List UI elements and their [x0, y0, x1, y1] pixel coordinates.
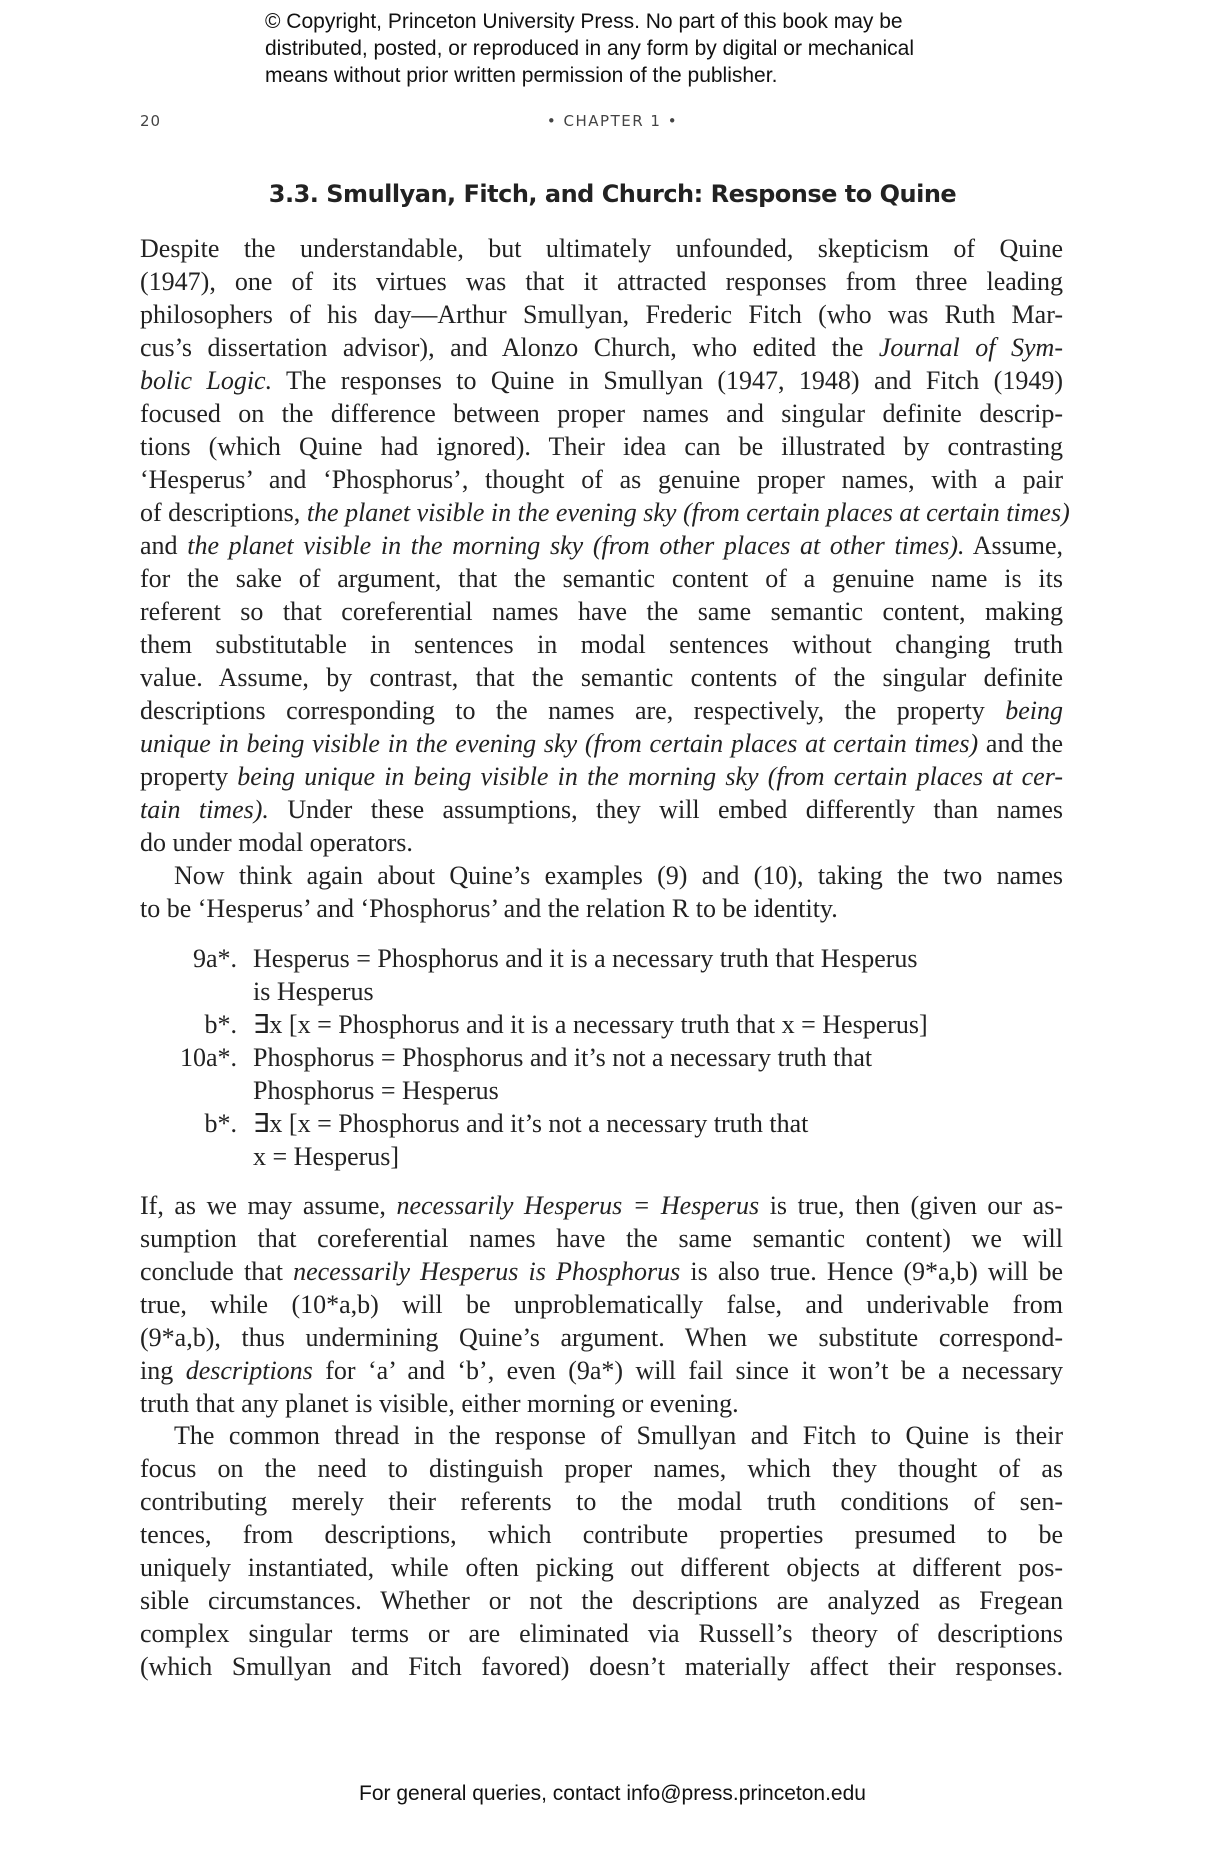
example-text: Phosphorus = Phosphorus and it’s not a necessary truth that: [253, 1043, 873, 1072]
text-line: uniquely instantiated, while often picking out different objects at different pos-: [140, 1553, 1063, 1582]
example-list: [140, 942, 1063, 1173]
copyright-notice: [265, 8, 914, 89]
text-segment: and the: [978, 729, 1063, 758]
section-title: 3.3. Smullyan, Fitch, and Church: Response to Quine: [268, 180, 957, 208]
text-line: Despite the understandable, but ultimately unfounded, skepticism of Quine: [140, 234, 1063, 263]
italic-text: Journal of Sym-: [878, 333, 1063, 362]
copyright-line: distributed, posted, or reproduced in any form by digital or mechanical: [265, 37, 915, 60]
text-line: truth that any planet is visible, either morning or evening.: [140, 1389, 739, 1418]
text-line: The common thread in the response of Smullyan and Fitch to Quine is their: [174, 1421, 1063, 1450]
text-line: contributing merely their referents to the modal truth conditions of sen-: [140, 1487, 1063, 1516]
italic-text: necessarily Hesperus is Phosphorus: [293, 1257, 681, 1286]
example-label: b*.: [204, 1010, 237, 1039]
text-segment: ing: [140, 1356, 186, 1385]
text-line: [140, 694, 1063, 727]
text-line: complex singular terms or are eliminated via Russell’s theory of descriptions: [140, 1619, 1063, 1648]
example-text: ∃x [x = Phosphorus and it is a necessary truth that x = Hesperus]: [253, 1010, 928, 1039]
example-item: [140, 942, 1063, 1008]
text-segment: for ‘a’ and ‘b’, even (9a*) will fail since it won’t be a necessary: [312, 1356, 1063, 1385]
text-line: to be ‘Hesperus’ and ‘Phosphorus’ and the relation R to be identity.: [140, 894, 838, 923]
text-line: [140, 727, 1063, 760]
text-line: [140, 1255, 1063, 1288]
text-line: sumption that coreferential names have the same semantic content) we will: [140, 1224, 1063, 1253]
example-item: [140, 1008, 1063, 1041]
text-segment: If, as we may assume,: [140, 1191, 397, 1220]
example-text: Hesperus = Phosphorus and it is a necessary truth that Hesperus: [253, 944, 918, 973]
text-segment: cus’s dissertation advisor), and Alonzo Church, who edited the: [140, 333, 879, 362]
contact-footer: For general queries, contact info@press.princeton.edu: [359, 1782, 866, 1805]
text-segment: descriptions corresponding to the names are, respectively, the property: [140, 696, 1006, 725]
text-line: (9*a,b), thus undermining Quine’s argument. When we substitute correspond-: [140, 1323, 1063, 1352]
example-text: x = Hesperus]: [253, 1142, 400, 1171]
body-paragraph: [140, 232, 1070, 859]
text-line: tions (which Quine had ignored). Their idea can be illustrated by contrasting: [140, 432, 1063, 461]
body-paragraph: [140, 859, 1063, 925]
italic-text: tain times).: [140, 795, 269, 824]
text-line: philosophers of his day—Arthur Smullyan, Frederic Fitch (who was Ruth Mar-: [140, 300, 1063, 329]
text-segment: property: [140, 762, 238, 791]
example-label: b*.: [204, 1109, 237, 1138]
text-line: sible circumstances. Whether or not the descriptions are analyzed as Fregean: [140, 1586, 1063, 1615]
italic-text: descriptions: [185, 1356, 313, 1385]
italic-text: being unique in being visible in the morning sky (from certain places at cer-: [237, 762, 1063, 791]
text-line: focus on the need to distinguish proper names, which they thought of as: [140, 1454, 1063, 1483]
text-line: [140, 529, 1063, 562]
text-line: [140, 496, 1070, 529]
italic-text: necessarily Hesperus = Hesperus: [396, 1191, 760, 1220]
text-segment: The responses to Quine in Smullyan (1947, 1948) and Fitch (1949): [272, 366, 1063, 395]
italic-text: the planet visible in the evening sky (from certain places at certain times): [306, 498, 1070, 527]
italic-text: bolic Logic.: [140, 366, 273, 395]
text-line: tences, from descriptions, which contribute properties presumed to be: [140, 1520, 1063, 1549]
text-segment: of descriptions,: [140, 498, 307, 527]
text-line: [140, 331, 1063, 364]
italic-text: being: [1005, 696, 1063, 725]
body-paragraph: [140, 1419, 1063, 1683]
running-head: • CHAPTER 1 •: [546, 112, 679, 130]
copyright-line: means without prior written permission of the publisher.: [265, 64, 778, 87]
example-text: ∃x [x = Phosphorus and it’s not a necessary truth that: [253, 1109, 809, 1138]
copyright-line: © Copyright, Princeton University Press. No part of this book may be: [265, 10, 903, 33]
text-line: focused on the difference between proper names and singular definite descrip-: [140, 399, 1063, 428]
text-segment: is also true. Hence (9*a,b) will be: [680, 1257, 1063, 1286]
text-line: (which Smullyan and Fitch favored) doesn’t materially affect their responses.: [140, 1652, 1063, 1681]
italic-text: the planet visible in the morning sky (from other places at other times).: [187, 531, 965, 560]
text-line: them substitutable in sentences in modal sentences without changing truth: [140, 630, 1063, 659]
body-paragraph: [140, 1189, 1063, 1420]
text-line: referent so that coreferential names have the same semantic content, making: [140, 597, 1063, 626]
text-line: do under modal operators.: [140, 828, 413, 857]
text-segment: and: [140, 531, 188, 560]
example-item: [140, 1041, 1063, 1107]
text-line: [140, 1189, 1063, 1222]
text-line: Now think again about Quine’s examples (9) and (10), taking the two names: [174, 861, 1063, 890]
text-segment: conclude that: [140, 1257, 294, 1286]
example-text: is Hesperus: [253, 977, 374, 1006]
text-segment: Under these assumptions, they will embed differently than names: [268, 795, 1063, 824]
page-number: 20: [140, 112, 162, 130]
text-line: (1947), one of its virtues was that it attracted responses from three leading: [140, 267, 1063, 296]
example-item: [140, 1107, 1063, 1173]
text-line: for the sake of argument, that the semantic content of a genuine name is its: [140, 564, 1063, 593]
text-segment: is true, then (given our as-: [759, 1191, 1063, 1220]
text-line: [140, 1354, 1063, 1387]
text-line: [140, 760, 1063, 793]
example-label: 9a*.: [192, 944, 237, 973]
example-text: Phosphorus = Hesperus: [253, 1076, 499, 1105]
example-label: 10a*.: [179, 1043, 237, 1072]
text-line: ‘Hesperus’ and ‘Phosphorus’, thought of as genuine proper names, with a pair: [140, 465, 1063, 494]
italic-text: unique in being visible in the evening sky (from certain places at certain times): [140, 729, 979, 758]
text-segment: Assume,: [964, 531, 1063, 560]
text-line: [140, 793, 1063, 826]
text-line: [140, 364, 1063, 397]
text-line: value. Assume, by contrast, that the semantic contents of the singular definite: [140, 663, 1063, 692]
text-line: true, while (10*a,b) will be unproblematically false, and underivable from: [140, 1290, 1063, 1319]
